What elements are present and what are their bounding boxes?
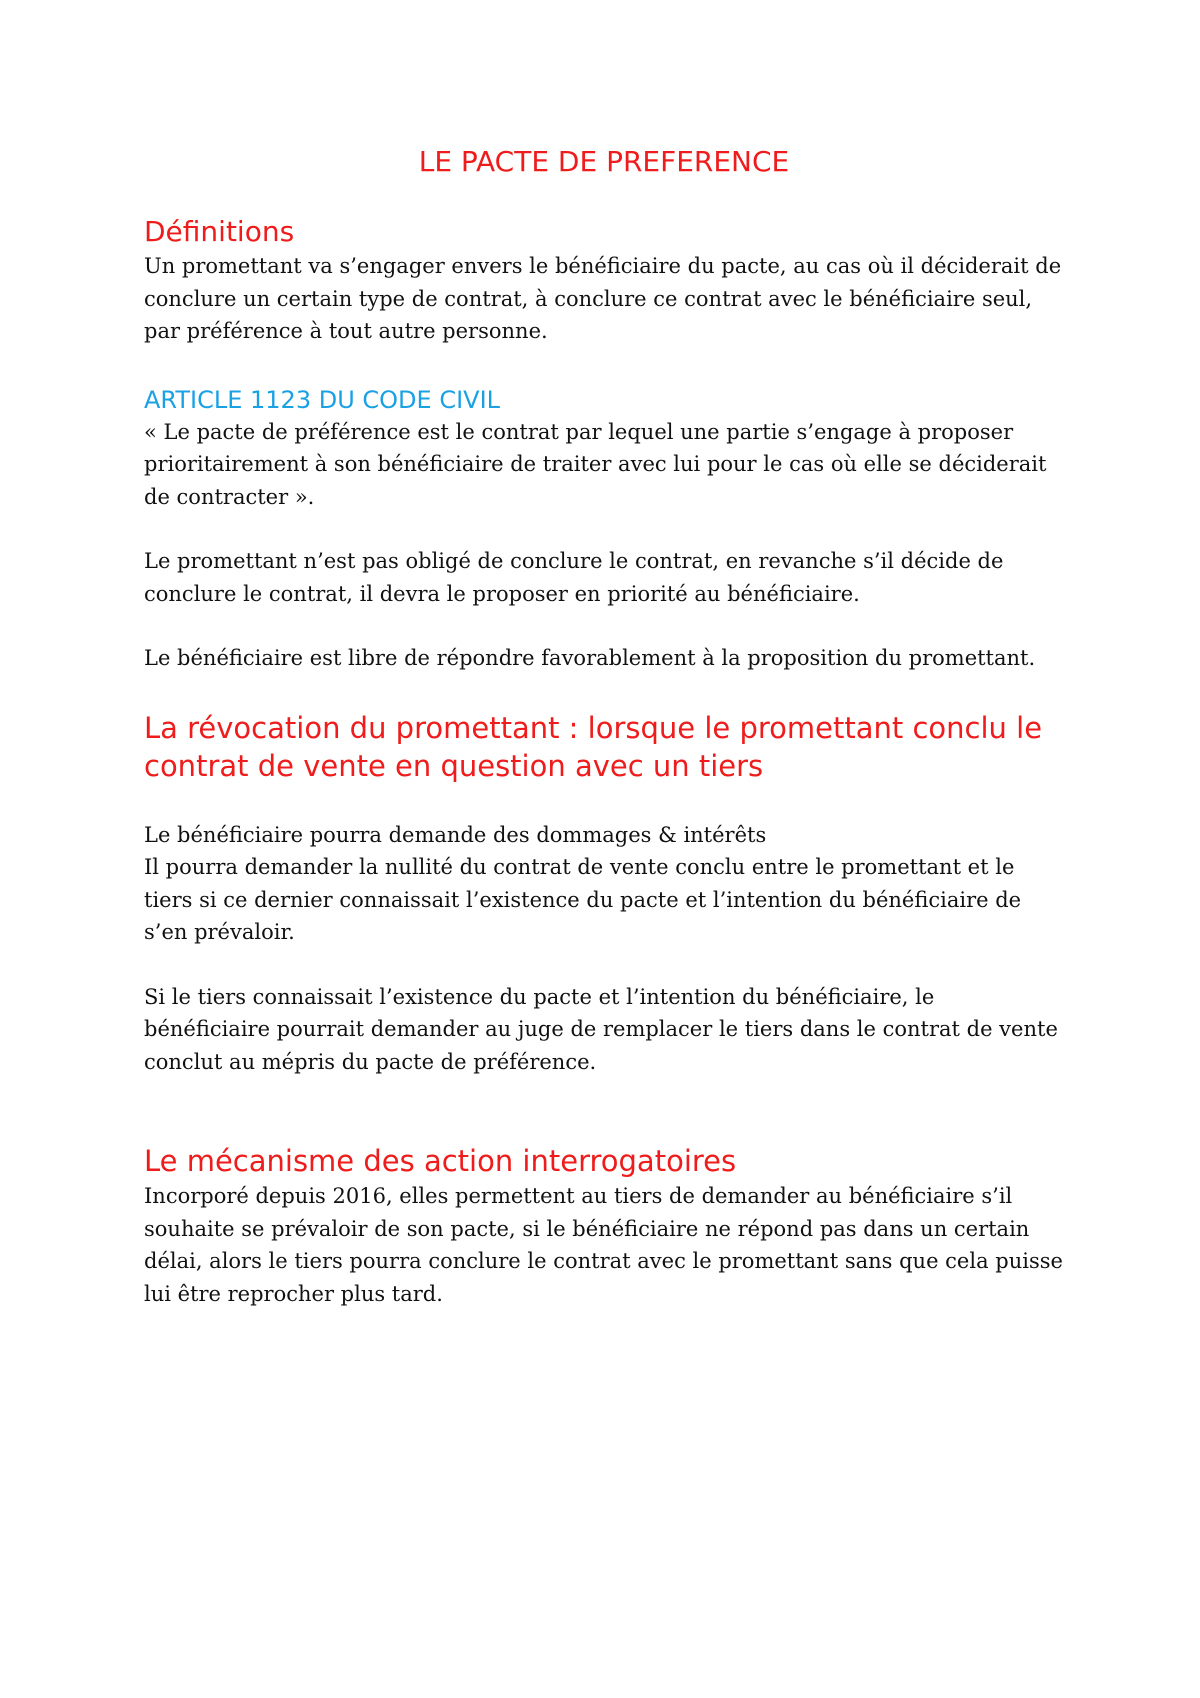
section-definitions xyxy=(144,214,1064,348)
revocation-line-2: Il pourra demander la nullité du contrat de vente conclu entre le promettant et le tiers si ce dernier connaissait l’existence du pacte et l’intention du bénéficiaire de s’en prévaloir. xyxy=(144,855,1022,944)
article-paragraph-2: Le bénéficiaire est libre de répondre favorablement à la proposition du promettant. xyxy=(144,646,1036,670)
article-quote: « Le pacte de préférence est le contrat par lequel une partie s’engage à proposer prioritairement à son bénéficiaire de traiter avec lui pour le cas où elle se déciderait de contracter ». xyxy=(144,419,1047,509)
spacer xyxy=(144,348,1064,384)
spacer xyxy=(144,610,1064,642)
spacer xyxy=(144,675,1064,709)
spacer xyxy=(144,513,1064,545)
article-heading: ARTICLE 1123 DU CODE CIVIL xyxy=(144,385,501,414)
definitions-heading: Définitions xyxy=(144,215,295,248)
revocation-heading: La révocation du promettant : lorsque le promettant conclu le contrat de vente en question avec un tiers xyxy=(144,710,1043,783)
section-mecanisme xyxy=(144,1142,1064,1310)
document-content xyxy=(144,144,1064,1310)
spacer xyxy=(144,785,1064,819)
section-revocation xyxy=(144,709,1064,1079)
spacer xyxy=(144,949,1064,981)
mecanisme-heading: Le mécanisme des action interrogatoires xyxy=(144,1144,737,1178)
section-article xyxy=(144,384,1064,675)
definitions-paragraph: Un promettant va s’engager envers le bénéficiaire du pacte, au cas où il déciderait de conclure un certain type de contrat, à conclure ce contrat avec le bénéficiaire seul, par préférence à tout autre personne. xyxy=(144,254,1062,343)
document-title: LE PACTE DE PREFERENCE xyxy=(418,145,790,178)
mecanisme-paragraph: Incorporé depuis 2016, elles permettent au tiers de demander au bénéficiaire s’il souhaite se prévaloir de son pacte, si le bénéficiaire ne répond pas dans un certain délai, alors le tiers pourra conclure le contrat avec le promettant sans que cela puisse lui être reprocher plus tard. xyxy=(144,1184,1063,1306)
spacer xyxy=(144,1078,1064,1142)
revocation-paragraph: Si le tiers connaissait l’existence du pacte et l’intention du bénéficiaire, le bénéficiaire pourrait demander au juge de remplacer le tiers dans le contrat de vente conclut au mépris du pacte de préférence. xyxy=(144,984,1058,1074)
article-paragraph-1: Le promettant n’est pas obligé de conclure le contrat, en revanche s’il décide de conclure le contrat, il devra le proposer en priorité au bénéficiaire. xyxy=(144,549,1004,606)
revocation-line-1: Le bénéficiaire pourra demande des dommages & intérêts xyxy=(144,822,767,847)
